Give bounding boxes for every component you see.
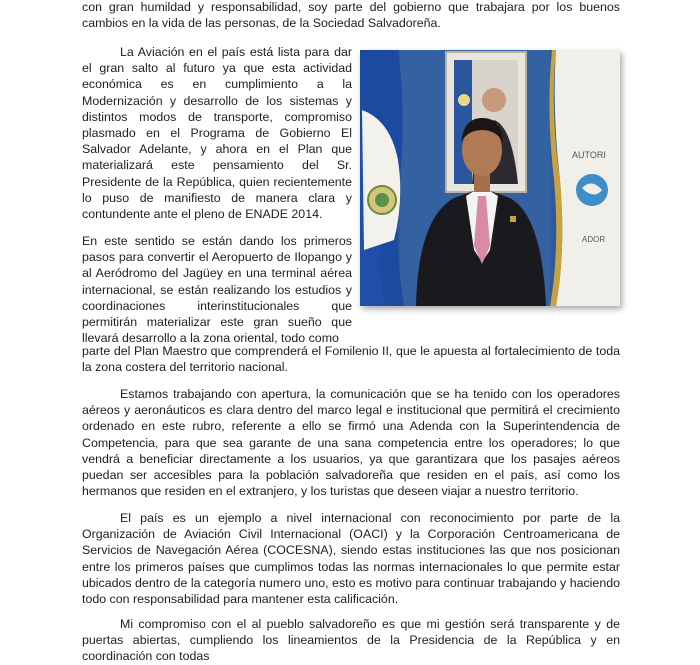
paragraph-airports-continued: parte del Plan Maestro que comprenderá el Fomilenio II, que le apuesta al fortalecimiento de toda la zona costera del territorio nacional. <box>82 344 620 375</box>
portrait-illustration <box>360 50 620 306</box>
right-flag-text-top: AUTORI <box>572 150 606 160</box>
portrait-photo <box>360 50 620 306</box>
paragraph-commitment: Mi compromiso con el al pueblo salvadoreño es que mi gestión será transparente y de puertas abiertas, cumpliendo los lineamientos de la Presidencia de la República y en coordinación con todas <box>82 617 620 664</box>
paragraph-aviation: La Aviación en el país está lista para dar el gran salto al futuro ya que esta actividad económica es en cumplimiento a la Modernización y desarrollo de los sistemas y distintos modos de transporte, compromiso plasmado en el Programa de Gobierno El Salvador Adelante, y ahora en el Plan que materializará este pensamiento del Sr. Presidente de la República, quien recientemente lo puso de manifiesto de manera clara y contundente ante el pleno de ENADE 2014. <box>82 45 352 222</box>
right-flag-text-bottom: ADOR <box>582 235 606 244</box>
paragraph-openness: Estamos trabajando con apertura, la comunicación que se ha tenido con los operadores aéreos y aeronáuticos es clara dentro del marco legal e institucional que permitirá el crecimiento ordenado en este rubro, referente a ello se firmó una Adenda con la Superintendencia de Competencia, para que sea garante de una sana competencia entre los operadores; lo que vendrá a beneficiar directamente a los usuarios, ya que garantizara que los pasajes aéreos puedan ser accesibles para la población salvadoreña que residen en el país, así como los hermanos que residen en el extranjero, y los turistas que deseen viajar a nuestro territorio. <box>82 387 620 499</box>
paragraph-international: El país es un ejemplo a nivel internacional con reconocimiento por parte de la Organización de Aviación Civil Internacional (OACI) y la Corporación Centroamericana de Servicios de Navegación Aérea (COCESNA), siendo estas instituciones las que nos posicionan entre los primeros países que cumplimos todas las normas internacionales lo que permite estar ubicados dentro de la categoría numero uno, esto es motivo para continuar trabajando y haciendo todo con responsabilidad para mantener esta calificación. <box>82 511 620 607</box>
paragraph-intro: con gran humildad y responsabilidad, soy parte del gobierno que trabajara por los buenos cambios en la vida de las personas, de la Sociedad Salvadoreña. <box>82 0 620 31</box>
paragraph-airports: En este sentido se están dando los primeros pasos para convertir el Aeropuerto de Ilopango y al Aeródromo del Jagüey en una terminal aérea internacional, se están realizando los estudios y coordinaciones interinstitucionales que permitirán materializar este gran sueño que llevará desarrollo a la zona oriental, todo como <box>82 234 352 346</box>
